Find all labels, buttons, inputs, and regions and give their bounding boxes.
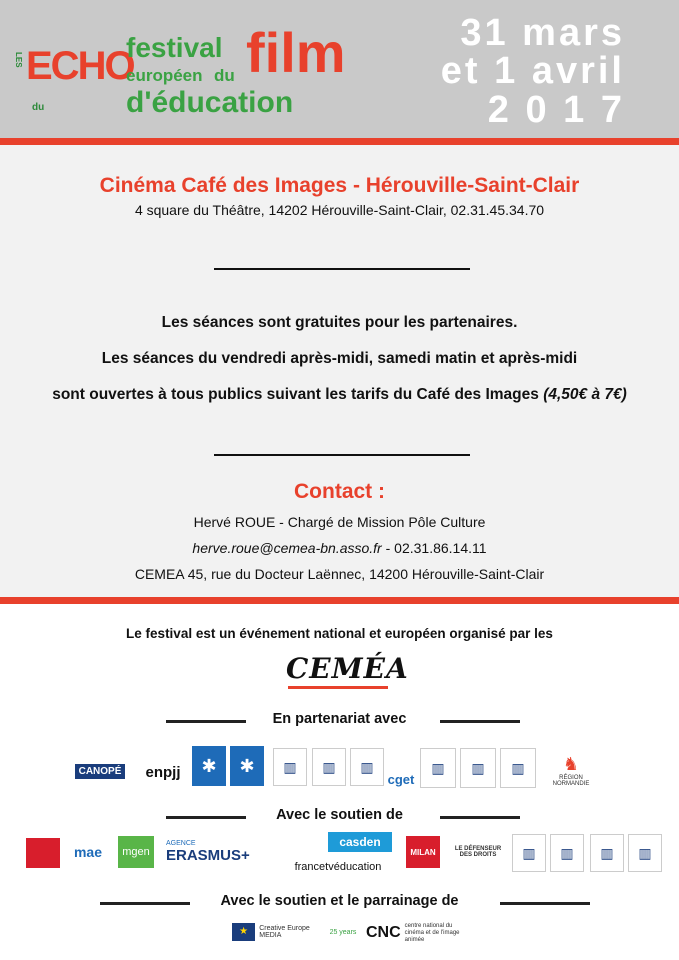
cget-logo-text: cget [387, 771, 415, 787]
years-logo-text: 25 years [329, 928, 357, 936]
sponsorship-heading: Avec le soutien et le parrainage de [220, 893, 459, 909]
ministry-logo-7 [512, 834, 546, 872]
contact-name: Hervé ROUE - Chargé de Mission Pôle Culture [193, 514, 486, 530]
cget-logo [386, 768, 416, 790]
ministry-logo-2 [312, 748, 346, 786]
caf-logo-1 [192, 746, 226, 786]
logo-du: du [32, 102, 45, 113]
mae-logo [66, 832, 110, 872]
info-line-1: Les séances sont gratuites pour les partenaires. [161, 314, 518, 331]
logo-du2: du [214, 66, 235, 85]
casden-logo [328, 832, 392, 852]
info-line-3-main: sont ouvertes à tous publics suivant les tarifs du Café des Images [52, 386, 539, 403]
logo-film: film [246, 21, 346, 84]
normandie-logo-text: RÉGION NORMANDIE [552, 774, 590, 787]
cnc-logo-text: CNC [366, 924, 401, 941]
cemea-logo-underline [288, 686, 388, 689]
date-line-2: et 1 avril [440, 50, 625, 92]
flag-icon-10: ▥ [638, 844, 652, 861]
flag-icon-4: ▥ [431, 759, 445, 776]
snowflake-icon-2: ✱ [239, 755, 255, 776]
casden-logo-text: casden [339, 835, 381, 849]
price-range: (4,50€ à 7€) [543, 386, 627, 403]
lion-icon: ♞ [562, 753, 580, 774]
organizer-text: Le festival est un événement national et européen organisé par les [126, 626, 553, 641]
footer-divider [0, 597, 679, 604]
ministry-logo-10 [628, 834, 662, 872]
cnc-logo-sub: centre national du cinéma et de l'image animée [404, 922, 460, 943]
flag-icon-6: ▥ [511, 759, 525, 776]
event-date [420, 14, 625, 130]
milan-logo-text: MILAN [410, 847, 436, 857]
maif-logo [26, 838, 60, 868]
contact-heading: Contact : [294, 480, 385, 503]
enpjj-logo-text: enpjj [145, 763, 181, 781]
cemea-logo-text: CEMÉA [286, 652, 409, 685]
logo-les: LES [14, 52, 23, 68]
ministry-logo-5 [460, 748, 496, 788]
ministry-logo-8 [550, 834, 584, 872]
eu-flag-icon: ★ [232, 923, 255, 941]
cnc-logo [366, 920, 462, 946]
flag-icon-1: ▥ [283, 758, 297, 775]
years-logo [326, 920, 360, 944]
flag-icon-8: ▥ [560, 844, 574, 861]
partners-line-right [440, 720, 520, 723]
droits-logo [450, 836, 506, 868]
contact-email[interactable]: herve.roue@cemea-bn.asso.fr [192, 540, 382, 556]
venue-address: 4 square du Théâtre, 14202 Hérouville-Saint-Clair, 02.31.45.34.70 [134, 202, 545, 218]
info-line-3 [0, 386, 679, 404]
contact-address: CEMEA 45, rue du Docteur Laënnec, 14200 Hérouville-Saint-Clair [134, 566, 545, 582]
ministry-logo-1 [273, 748, 307, 786]
contact-email-line [0, 540, 679, 556]
logo-education: d'éducation [126, 86, 294, 119]
creative-europe-text: Creative Europe MEDIA [259, 925, 310, 939]
support-line-right [440, 816, 520, 819]
flag-icon-5: ▥ [471, 759, 485, 776]
flag-icon-2: ▥ [322, 758, 336, 775]
snowflake-icon: ✱ [201, 755, 217, 776]
erasmus-logo [166, 834, 268, 870]
droits-logo-text: LE DÉFENSEUR DES DROITS [454, 846, 502, 858]
logo-echo: ECHO [26, 44, 134, 88]
support-heading: Avec le soutien de [276, 807, 403, 823]
divider-1 [214, 268, 470, 270]
flag-icon-7: ▥ [522, 844, 536, 861]
festival-logo [14, 21, 374, 132]
erasmus-logo-small: AGENCE [166, 840, 196, 847]
flag-icon-9: ▥ [600, 844, 614, 861]
venue-name: Cinéma Café des Images - Hérouville-Saint-Clair [99, 174, 580, 197]
logo-europeen: européen [126, 66, 203, 85]
contact-phone: - 02.31.86.14.11 [381, 540, 487, 556]
date-line-1: 31 mars [460, 12, 625, 54]
date-line-3: 2 0 1 7 [487, 89, 625, 131]
cemea-logo [286, 652, 409, 692]
ministry-logo-3 [350, 748, 384, 786]
info-line-2: Les séances du vendredi après-midi, samedi matin et après-midi [101, 350, 578, 367]
header-divider [0, 138, 679, 145]
mgen-logo-text: mgen [122, 846, 150, 858]
caf-logo-2 [230, 746, 264, 786]
francetv-logo [282, 858, 394, 876]
ministry-logo-4 [420, 748, 456, 788]
flag-icon-3: ▥ [360, 758, 374, 775]
normandie-logo [546, 750, 596, 790]
milan-logo [406, 836, 440, 868]
sponsorship-line-right [500, 902, 590, 905]
canope-logo-text: CANOPÉ [75, 764, 126, 779]
mae-logo-text: mae [73, 844, 103, 860]
creative-europe-logo [232, 920, 326, 944]
logo-festival: festival [126, 32, 223, 63]
francetv-logo-text: francetvéducation [294, 861, 382, 873]
erasmus-logo-text: ERASMUS+ [166, 847, 250, 864]
partners-heading: En partenariat avec [272, 711, 407, 727]
ministry-logo-9 [590, 834, 624, 872]
divider-2 [214, 454, 470, 456]
mgen-logo [118, 836, 154, 868]
canope-logo [66, 753, 134, 789]
ministry-logo-6 [500, 748, 536, 788]
enpjj-logo [140, 758, 186, 786]
